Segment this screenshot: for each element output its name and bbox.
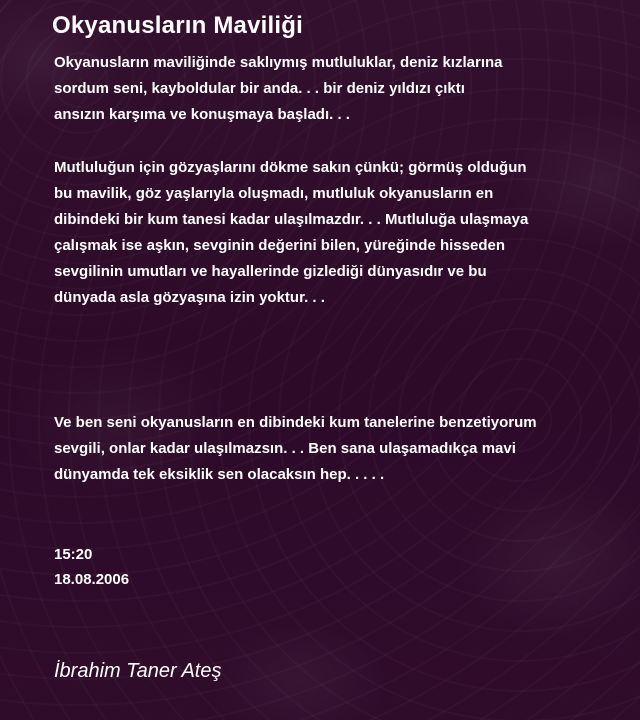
poem-stanza-3: Ve ben seni okyanusların en dibindeki kum tanelerine benzetiyorum sevgili, onlar kadar ulaşılmazsın. . . Ben sana ulaşamadıkça mavi dünyamda tek eksiklik sen olacaksın hep. . . . . [54,414,537,483]
poem-time: 15:20 [54,546,93,563]
poem-author: İbrahim Taner Ateş [54,660,222,682]
poem-date: 18.08.2006 [54,571,130,588]
poem-stanza-2: Mutluluğun için gözyaşlarını dökme sakın çünkü; görmüş olduğun bu mavilik, göz yaşlarıyla oluşmadı, mutluluk okyanusların en dibindeki bir kum tanesi kadar ulaşılmazdır. . . Mutluluğa ulaşmaya çalışmak ise aşkın, sevginin değerini bilen, yüreğinde hisseden sevgilinin umutları ve hayallerinde gizlediği dünyasıdır ve bu dünyada asla gözyaşına izin yoktur. . . [54,159,529,306]
poem-title: Okyanusların Maviliği [52,12,303,39]
poem-stanza-1: Okyanusların maviliğinde saklıymış mutluluklar, deniz kızlarına sordum seni, kayboldular bir anda. . . bir deniz yıldızı çıktı ansızın karşıma ve konuşmaya başladı. . . [54,54,503,123]
